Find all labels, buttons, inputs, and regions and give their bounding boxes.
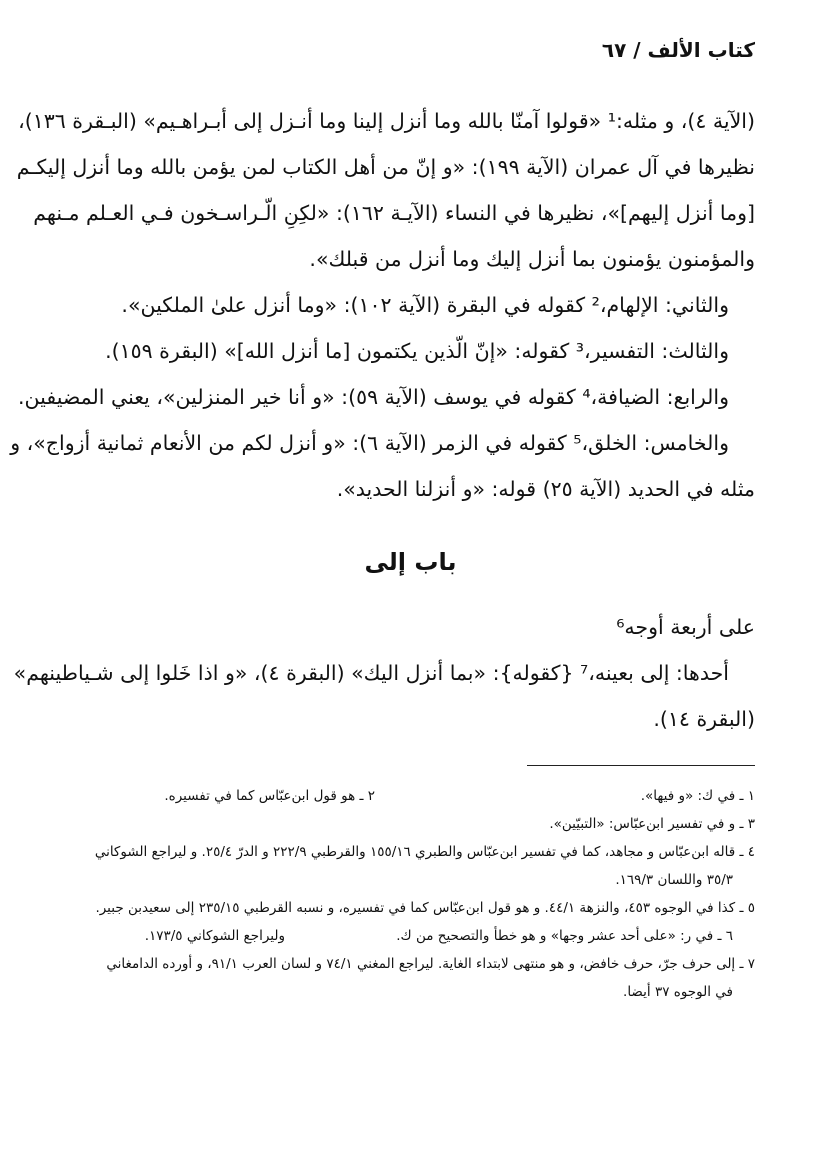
footnote-7-continued: في الوجوه ٣٧ أيضا. <box>623 984 733 1000</box>
running-header: كتاب الألف / ٦٧ <box>601 38 755 62</box>
chapter-text-block <box>13 604 755 742</box>
meaning-item-third: والثالث: التفسير،³ كقوله: «إنّ الّذين يكتمون [ما أنزل الله]» (البقرة ١٥٩). <box>105 339 729 363</box>
footnotes <box>55 782 755 1006</box>
text-line: (البقرة ١٤). <box>653 707 755 731</box>
chapter-heading: باب إلى <box>364 548 457 576</box>
footnote-5: ٥ ـ كذا في الوجوه ٤٥٣، والنزهة ٤٤/١. و هو قول ابن‌عبّاس كما في تفسيره، و نسبه القرطبي ٢٣٥/١٥ إلى سعيدبن جبير. <box>95 900 755 916</box>
footnote-4: ٤ ـ قاله ابن‌عبّاس و مجاهد، كما في تفسير ابن‌عبّاس والطبري ١٥٥/١٦ والقرطبي ٢٢٢/٩ و الدرّ ٢٥/٤. و ليراجع الشوكاني <box>94 844 755 860</box>
text-line: (الآية ٤)، و مثله:¹ «قولوا آمنّا بالله وما أنزل إلينا وما أنـزل إلى أبـراهـيم» (البـقرة ١٣٦)، <box>18 109 755 133</box>
text-line: مثله في الحديد (الآية ٢٥) قوله: «و أنزلنا الحديد». <box>336 477 755 501</box>
main-text-block <box>10 98 755 512</box>
footnote-row <box>55 782 755 810</box>
text-line: والمؤمنون يؤمنون بما أنزل إليك وما أنزل من قبلك». <box>309 247 755 271</box>
footnote-3: ٣ ـ و في تفسير ابن‌عبّاس: «التبيّين». <box>549 816 755 832</box>
footnote-1: ١ ـ في ك: «و فيها». <box>640 788 755 804</box>
footnote-row <box>55 922 755 950</box>
meaning-item-fifth: والخامس: الخلق،⁵ كقوله في الزمر (الآية ٦): «و أنزل لكم من الأنعام ثمانية أزواج»، و <box>10 431 729 455</box>
meaning-item-fourth: والرابع: الضيافة،⁴ كقوله في يوسف (الآية ٥٩): «و أنا خير المنزلين»، يعني المضيفين. <box>18 385 729 409</box>
meaning-item-second: والثاني: الإلهام،² كقوله في البقرة (الآية ١٠٢): «وما أنزل علىٰ الملكين». <box>121 293 729 317</box>
footnote-7: ٧ ـ إلى حرف جرّ، حرف خافض، و هو منتهى لابتداء الغاية. ليراجع المغني ٧٤/١ و لسان العرب ٩١/١، و أورده الدامغاني <box>106 956 755 972</box>
footnote-2: ٢ ـ هو قول ابن‌عبّاس كما في تفسيره. <box>164 788 375 804</box>
footnote-separator <box>527 765 755 766</box>
text-line: أحدها: إلى بعينه،⁷ {كقوله}: «بما أنزل اليك» (البقرة ٤)، «و اذا خَلوا إلى شـياطينهم» <box>13 661 729 685</box>
text-line: نظيرها في آل عمران (الآية ١٩٩): «و إنّ من أهل الكتاب لمن يؤمن بالله وما أنزل إليكـم <box>16 155 755 179</box>
footnote-5-continued: وليراجع الشوكاني ١٧٣/٥. <box>144 928 285 944</box>
chapter-intro: على أربعة أوجه⁶ <box>616 615 755 639</box>
footnote-6: ٦ ـ في ر: «على أحد عشر وجها» و هو خطأ والتصحيح من ك. <box>396 928 733 944</box>
footnote-4-continued: ٣٥/٣ واللسان ١٦٩/٣. <box>615 872 733 888</box>
text-line: [وما أنزل إليهم]»، نظيرها في النساء (الآيـة ١٦٢): «لكِنِ الّـراسـخون فـي العـلم مـنهم <box>33 201 755 225</box>
